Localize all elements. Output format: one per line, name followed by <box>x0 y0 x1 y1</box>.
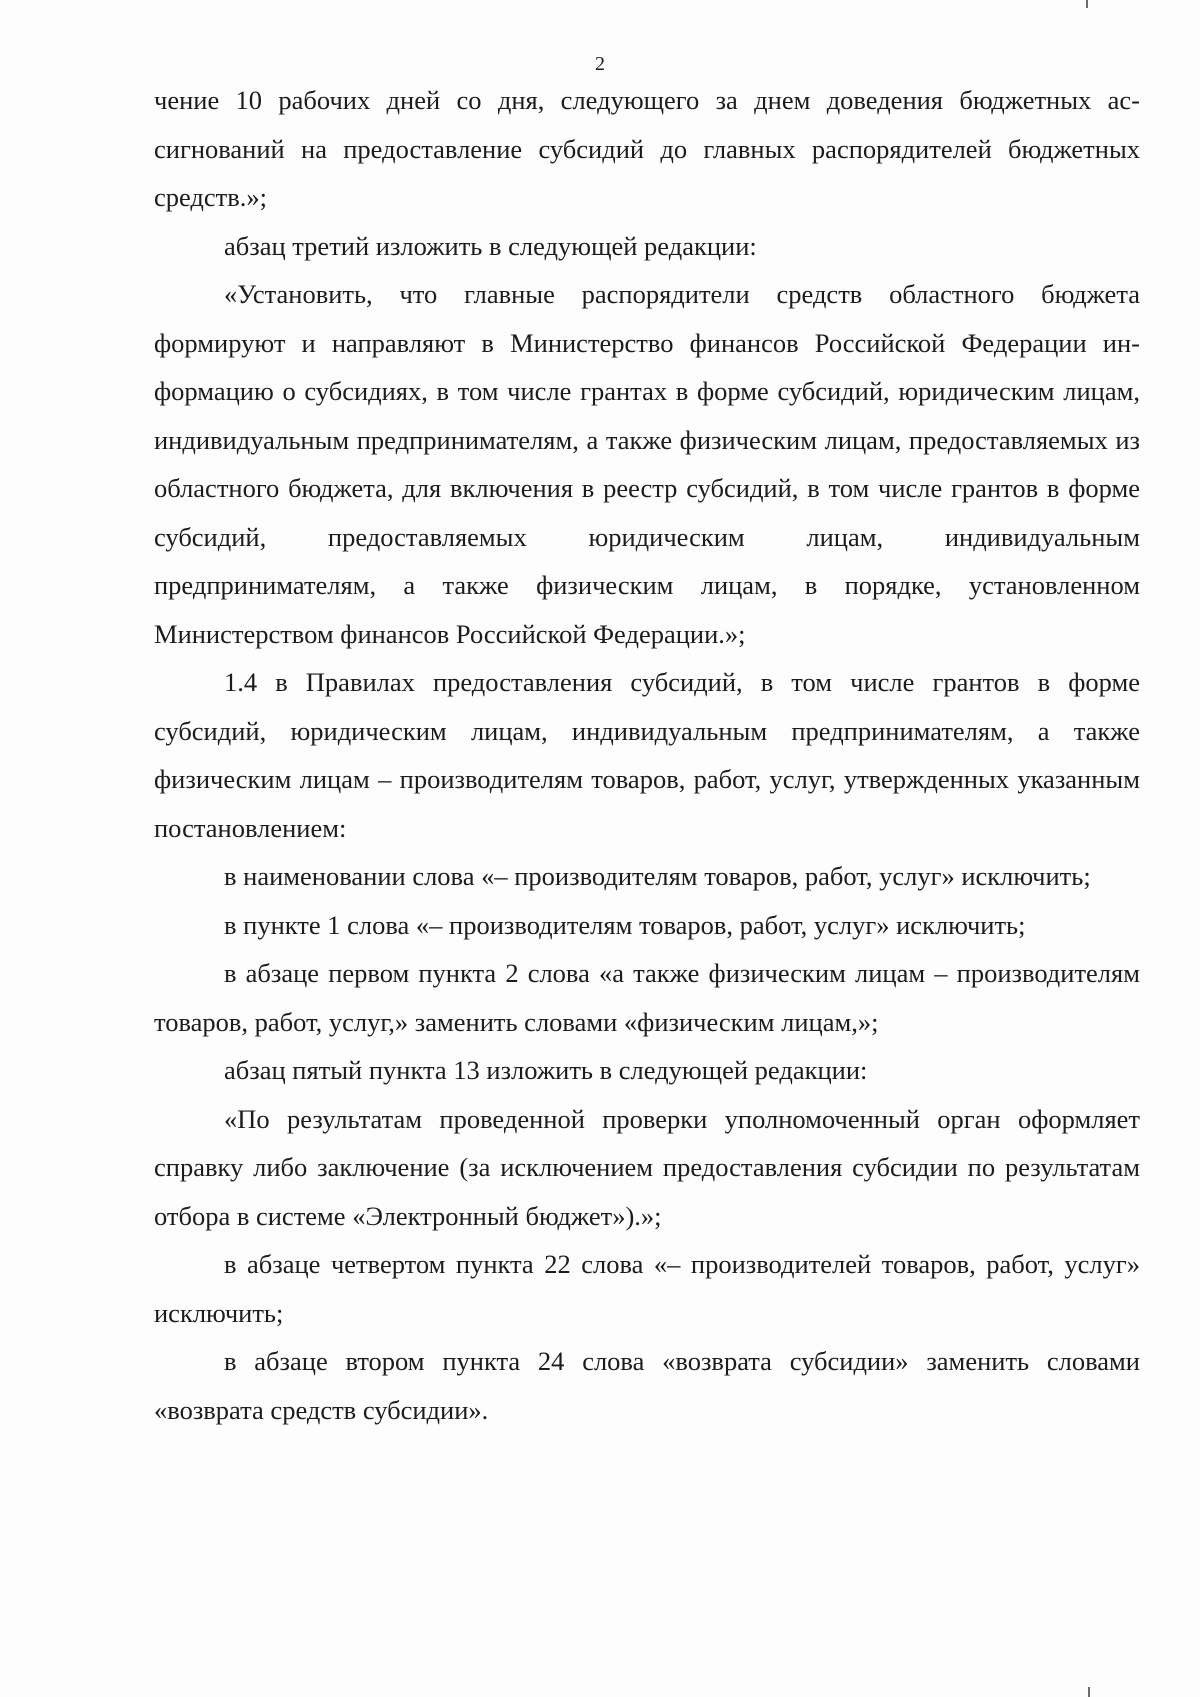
paragraph: абзац третий изложить в следующей редакции: <box>224 230 757 261</box>
scan-artifact-mark <box>1088 1687 1090 1697</box>
paragraph: в абзаце четвертом пункта 22 слова «– производителей товаров, работ, услуг» исключить; <box>154 1249 1140 1328</box>
paragraph-quoted-text: «По результатам проведенной проверки уполномоченный орган оформляет справку либо заключение (за исключением предоставления субсидии по результатам отбора в системе «Электронный бюджет»).»; <box>154 1103 1140 1231</box>
paragraph: в наименовании слова «– производителям товаров, работ, услуг» исключить; <box>224 861 1091 891</box>
paragraph-item-1-4: 1.4 в Правилах предоставления субсидий, в том числе грантов в форме субсидий, юридическим лицам, индивидуальным предпринимателям, а также физическим лицам – производителям товаров, работ, услуг, утвержденных указанным постановлением: <box>154 667 1140 843</box>
paragraph-continuation: чение 10 рабочих дней со дня, следующего за днем доведения бюджетных ассигнований на предоставление субсидий до главных распорядителей бюджетных средств.»; <box>154 85 1140 212</box>
paragraph: в пункте 1 слова «– производителям товаров, работ, услуг» исключить; <box>224 909 1026 940</box>
paragraph: абзац пятый пункта 13 изложить в следующей редакции: <box>224 1055 868 1085</box>
paragraph: в абзаце первом пункта 2 слова «а также физическим лицам – производителям товаров, работ, услуг,» заменить словами «физическим лицам,»; <box>154 958 1140 1037</box>
scan-artifact-mark <box>1086 0 1088 8</box>
document-body <box>154 76 1140 1434</box>
paragraph: в абзаце втором пункта 24 слова «возврата субсидии» заменить словами «возврата средств субсидии». <box>154 1346 1140 1425</box>
page-number: 2 <box>595 53 605 75</box>
paragraph-quoted-text: «Установить, что главные распорядители средств областного бюджета формируют и направляют в Министерство финансов Российской Федерации информацию о субсидиях, в том числе грантах в форме субсидий, юридическим лицам, индивидуальным предпринимателям, а также физическим лицам, предоставляемых из областного бюджета, для включения в реестр субсидий, в том числе грантов в форме субсидий, предоставляемых юридическим лицам, индивидуальным предпринимателям, а также физическим лицам, в порядке, установленном Министерством финансов Российской Федерации.»; <box>154 279 1140 649</box>
